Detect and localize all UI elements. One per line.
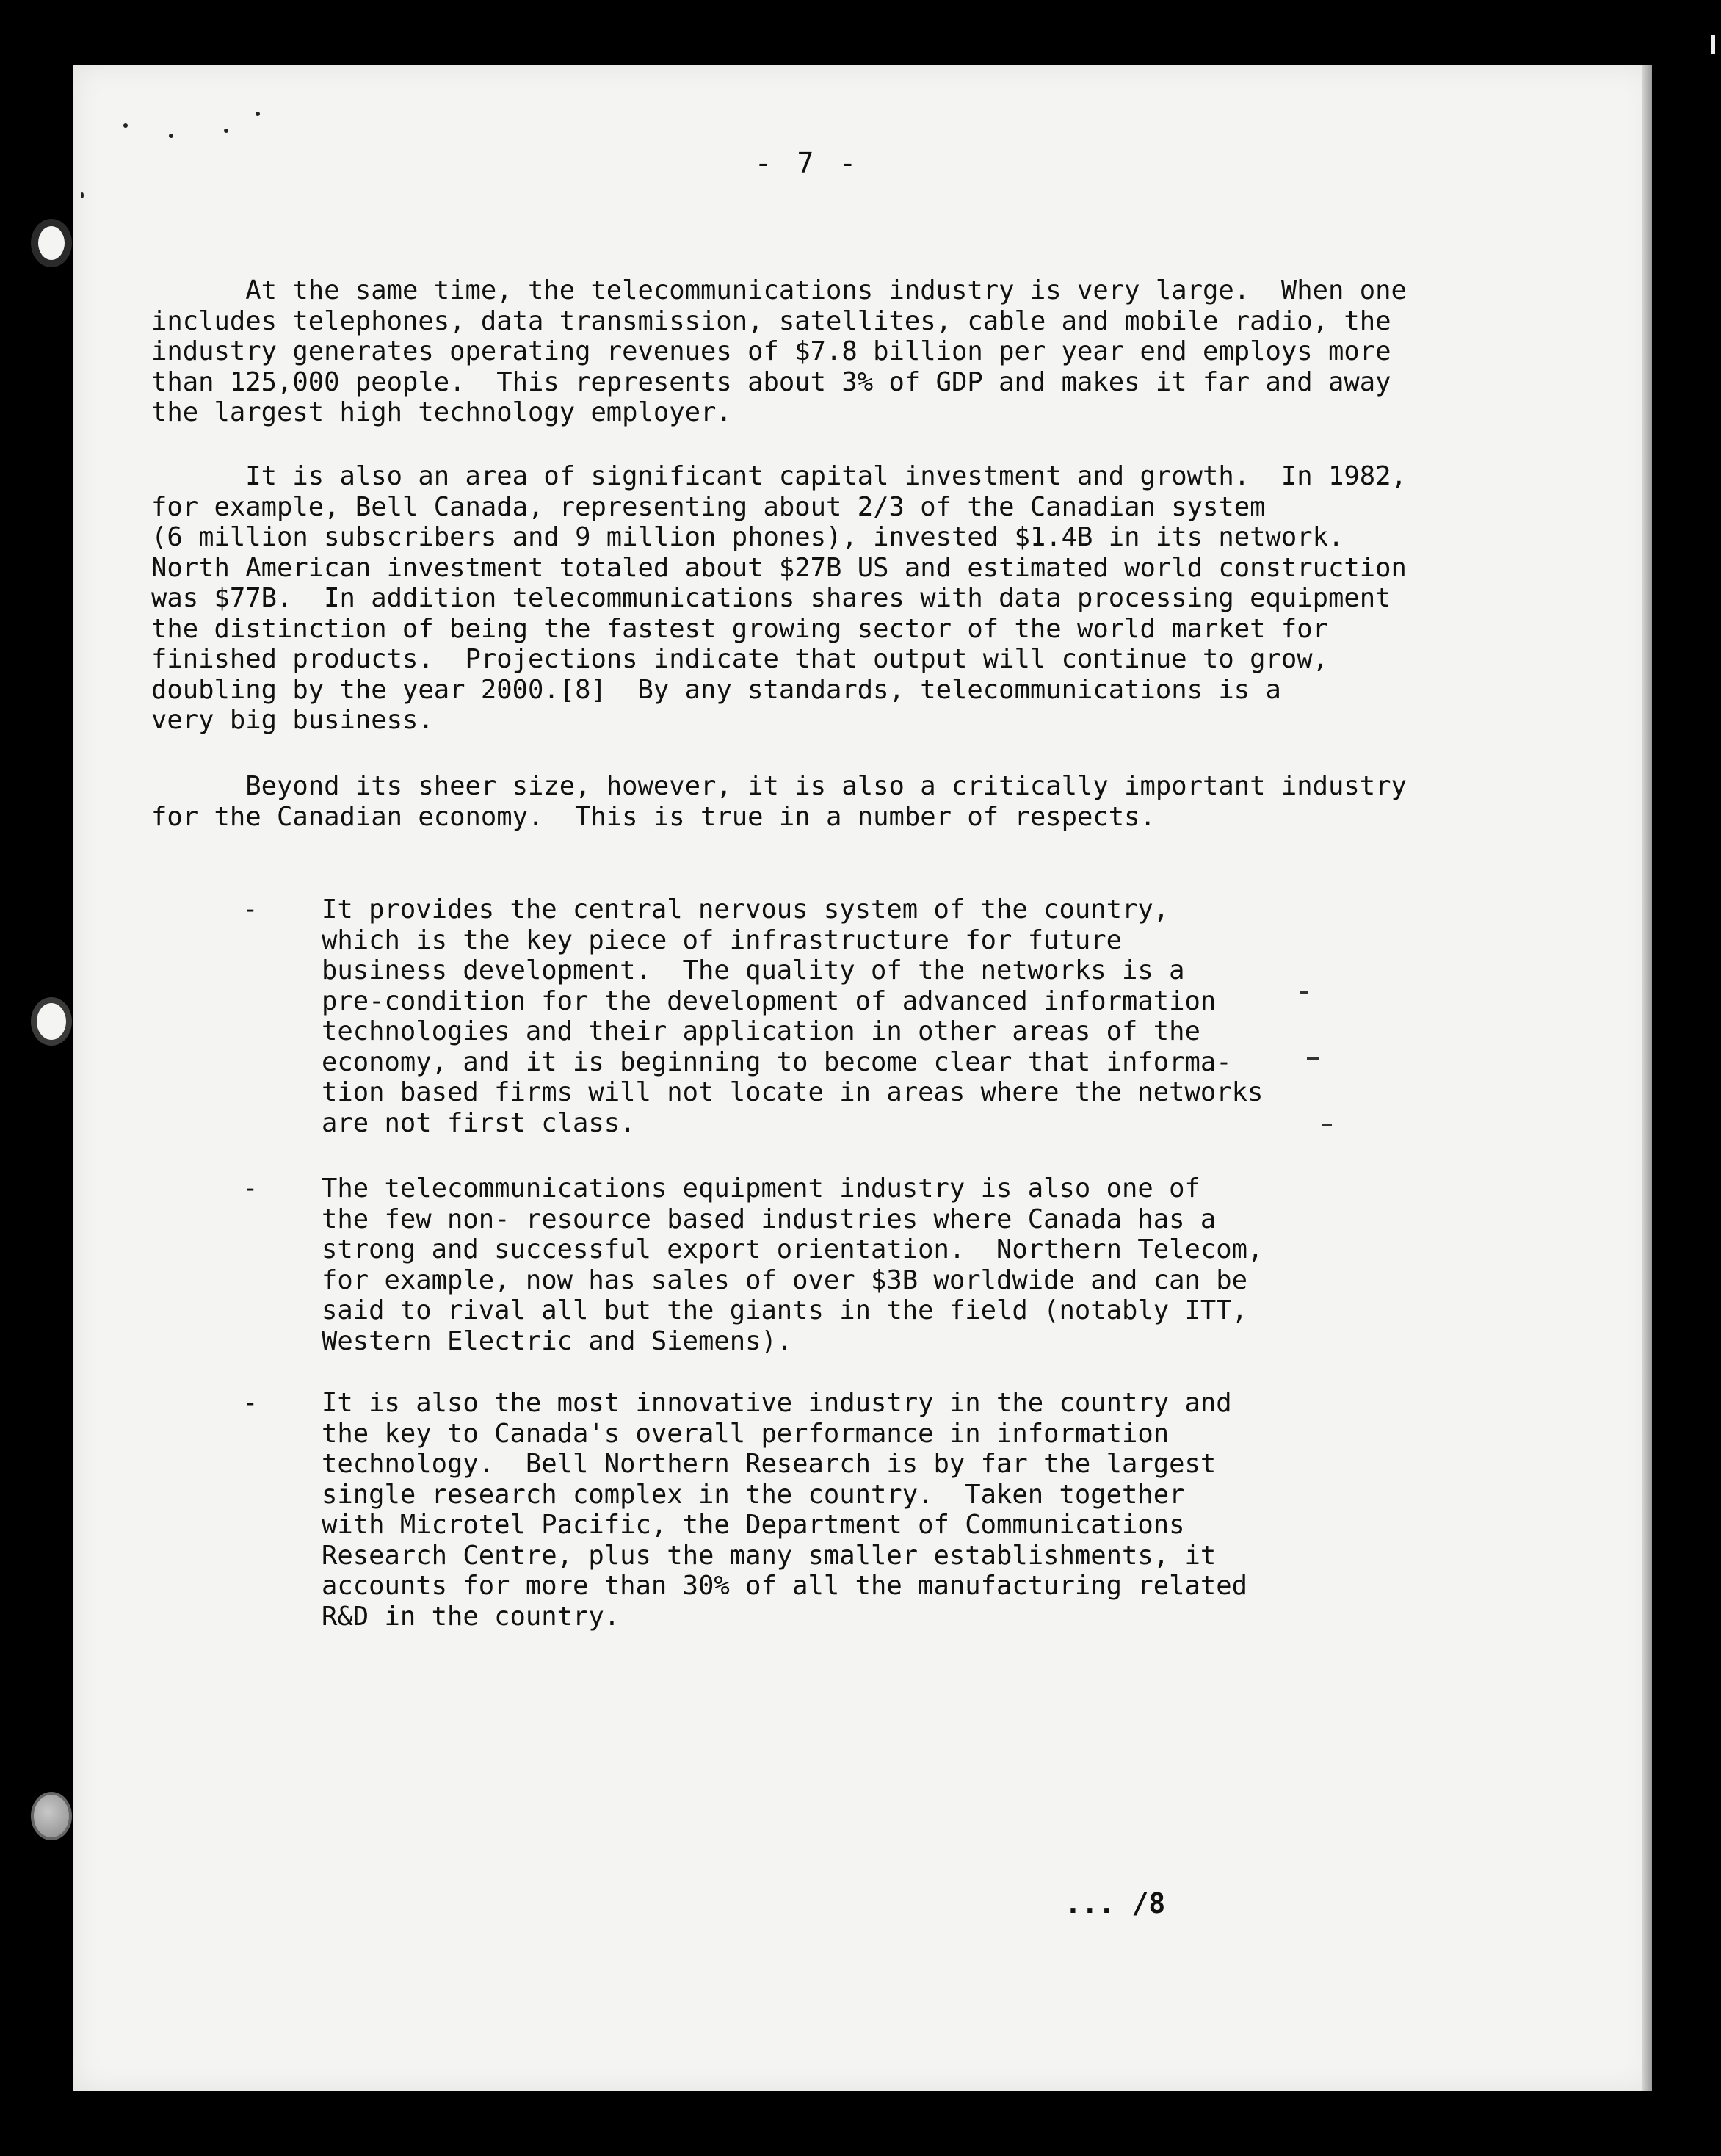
page-number: - 7 - bbox=[754, 147, 861, 179]
text-line: finished products. Projections indicate that output will continue to grow, bbox=[151, 644, 1328, 674]
margin-mark bbox=[1307, 1057, 1319, 1060]
bullet-marker: - bbox=[242, 1173, 258, 1204]
text-line: R&D in the country. bbox=[322, 1601, 620, 1632]
text-line: the key to Canada's overall performance in information bbox=[322, 1418, 1170, 1449]
text-line: business development. The quality of the networks is a bbox=[322, 955, 1185, 985]
scan-speck bbox=[256, 112, 260, 116]
paragraph bbox=[151, 461, 1407, 736]
text-line: It is also an area of significant capital investment and growth. In 1982, bbox=[151, 461, 1407, 491]
text-line: was $77B. In addition telecommunications shares with data processing equipment bbox=[151, 583, 1391, 613]
margin-mark bbox=[1300, 991, 1308, 994]
scan-speck bbox=[224, 129, 228, 133]
text-line: technologies and their application in other areas of the bbox=[322, 1016, 1200, 1046]
text-line: with Microtel Pacific, the Department of Communications bbox=[322, 1510, 1185, 1540]
scan-speck bbox=[123, 123, 128, 128]
text-line: Western Electric and Siemens). bbox=[322, 1325, 793, 1356]
text-line: economy, and it is beginning to become clear that informa- bbox=[322, 1046, 1232, 1077]
scan-speck bbox=[169, 134, 173, 138]
bullet-marker: - bbox=[242, 894, 258, 925]
text-line: which is the key piece of infrastructure for future bbox=[322, 925, 1123, 955]
punch-hole-icon bbox=[31, 1792, 72, 1840]
text-line: the few non- resource based industries where Canada has a bbox=[322, 1204, 1217, 1234]
text-line: It provides the central nervous system of the country, bbox=[322, 894, 1170, 925]
paper-edge bbox=[1642, 65, 1652, 2091]
margin-mark bbox=[1322, 1124, 1332, 1126]
paragraph bbox=[151, 275, 1407, 428]
text-line: the distinction of being the fastest growing sector of the world market for bbox=[151, 613, 1328, 644]
punch-hole-icon bbox=[31, 997, 72, 1046]
text-line: North American investment totaled about $27B US and estimated world construction bbox=[151, 552, 1407, 583]
text-line: It is also the most innovative industry in the country and bbox=[322, 1388, 1232, 1418]
paragraph bbox=[151, 771, 1407, 832]
text-line: doubling by the year 2000.[8] By any standards, telecommunications is a bbox=[151, 674, 1281, 705]
text-line: strong and successful export orientation. Northern Telecom, bbox=[322, 1234, 1264, 1265]
punch-hole-icon bbox=[31, 219, 72, 267]
text-line: Research Centre, plus the many smaller establishments, it bbox=[322, 1540, 1217, 1571]
bullet-marker: - bbox=[242, 1388, 258, 1418]
bullet-text bbox=[322, 894, 1263, 1138]
text-line: At the same time, the telecommunications industry is very large. When one bbox=[151, 275, 1407, 305]
bullet-text bbox=[322, 1173, 1263, 1356]
text-line: for example, Bell Canada, representing about 2/3 of the Canadian system bbox=[151, 491, 1266, 522]
text-line: industry generates operating revenues of $7.8 billion per year end employs more bbox=[151, 336, 1391, 366]
bullet-text bbox=[322, 1388, 1247, 1632]
text-line: said to rival all but the giants in the field (notably ITT, bbox=[322, 1295, 1247, 1325]
text-line: The telecommunications equipment industry is also one of bbox=[322, 1173, 1200, 1204]
text-line: for example, now has sales of over $3B worldwide and can be bbox=[322, 1265, 1247, 1295]
text-line: (6 million subscribers and 9 million phones), invested $1.4B in its network. bbox=[151, 522, 1344, 552]
text-line: pre-condition for the development of advanced information bbox=[322, 985, 1217, 1016]
text-line: than 125,000 people. This represents about 3% of GDP and makes it far and away bbox=[151, 366, 1391, 397]
continuation-marker: ... /8 bbox=[1065, 1887, 1166, 1920]
text-line: tion based firms will not locate in areas where the networks bbox=[322, 1077, 1264, 1107]
text-line: accounts for more than 30% of all the manufacturing related bbox=[322, 1571, 1247, 1601]
text-line: includes telephones, data transmission, satellites, cable and mobile radio, the bbox=[151, 305, 1391, 336]
text-line: technology. Bell Northern Research is by far the largest bbox=[322, 1449, 1217, 1479]
text-line: single research complex in the country. Taken together bbox=[322, 1479, 1185, 1510]
scan-corner-mark bbox=[1711, 35, 1715, 54]
text-line: very big business. bbox=[151, 705, 434, 735]
text-line: the largest high technology employer. bbox=[151, 397, 732, 427]
text-line: for the Canadian economy. This is true in a number of respects. bbox=[151, 801, 1156, 832]
scan-speck bbox=[81, 192, 84, 198]
text-line: are not first class. bbox=[322, 1107, 636, 1138]
text-line: Beyond its sheer size, however, it is also a critically important industry bbox=[151, 771, 1407, 801]
